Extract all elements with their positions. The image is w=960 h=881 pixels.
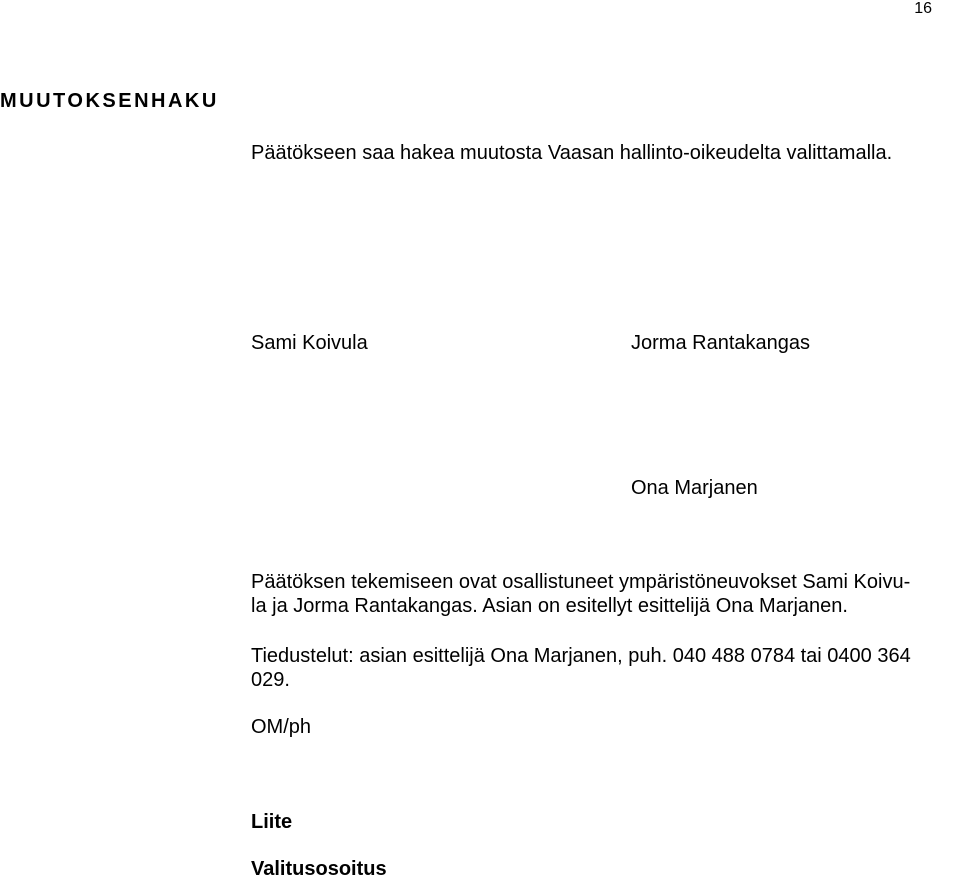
attachment-name: Valitusosoitus (251, 858, 387, 880)
page-number: 16 (914, 0, 932, 17)
inquiries-line-1: Tiedustelut: asian esittelijä Ona Marjanen, puh. 040 488 0784 tai 0400 364 (251, 645, 911, 667)
participants-line-2: la ja Jorma Rantakangas. Asian on esitellyt esittelijä Ona Marjanen. (251, 595, 848, 617)
appeal-text: Päätökseen saa hakea muutosta Vaasan hallinto-oikeudelta valittamalla. (251, 142, 893, 164)
attachment-label: Liite (251, 811, 293, 833)
inquiries-paragraph (251, 644, 956, 692)
section-heading: MUUTOKSENHAKU (0, 90, 219, 112)
initials: OM/ph (251, 716, 312, 738)
participants-paragraph (251, 570, 956, 618)
participants-line-1: Päätöksen tekemiseen ovat osallistuneet ympäristöneuvokset Sami Koivu- (251, 571, 911, 593)
signature-presenter: Ona Marjanen (631, 477, 758, 499)
signature-left: Sami Koivula (251, 332, 368, 354)
inquiries-line-2: 029. (251, 669, 290, 691)
signature-right: Jorma Rantakangas (631, 332, 810, 354)
